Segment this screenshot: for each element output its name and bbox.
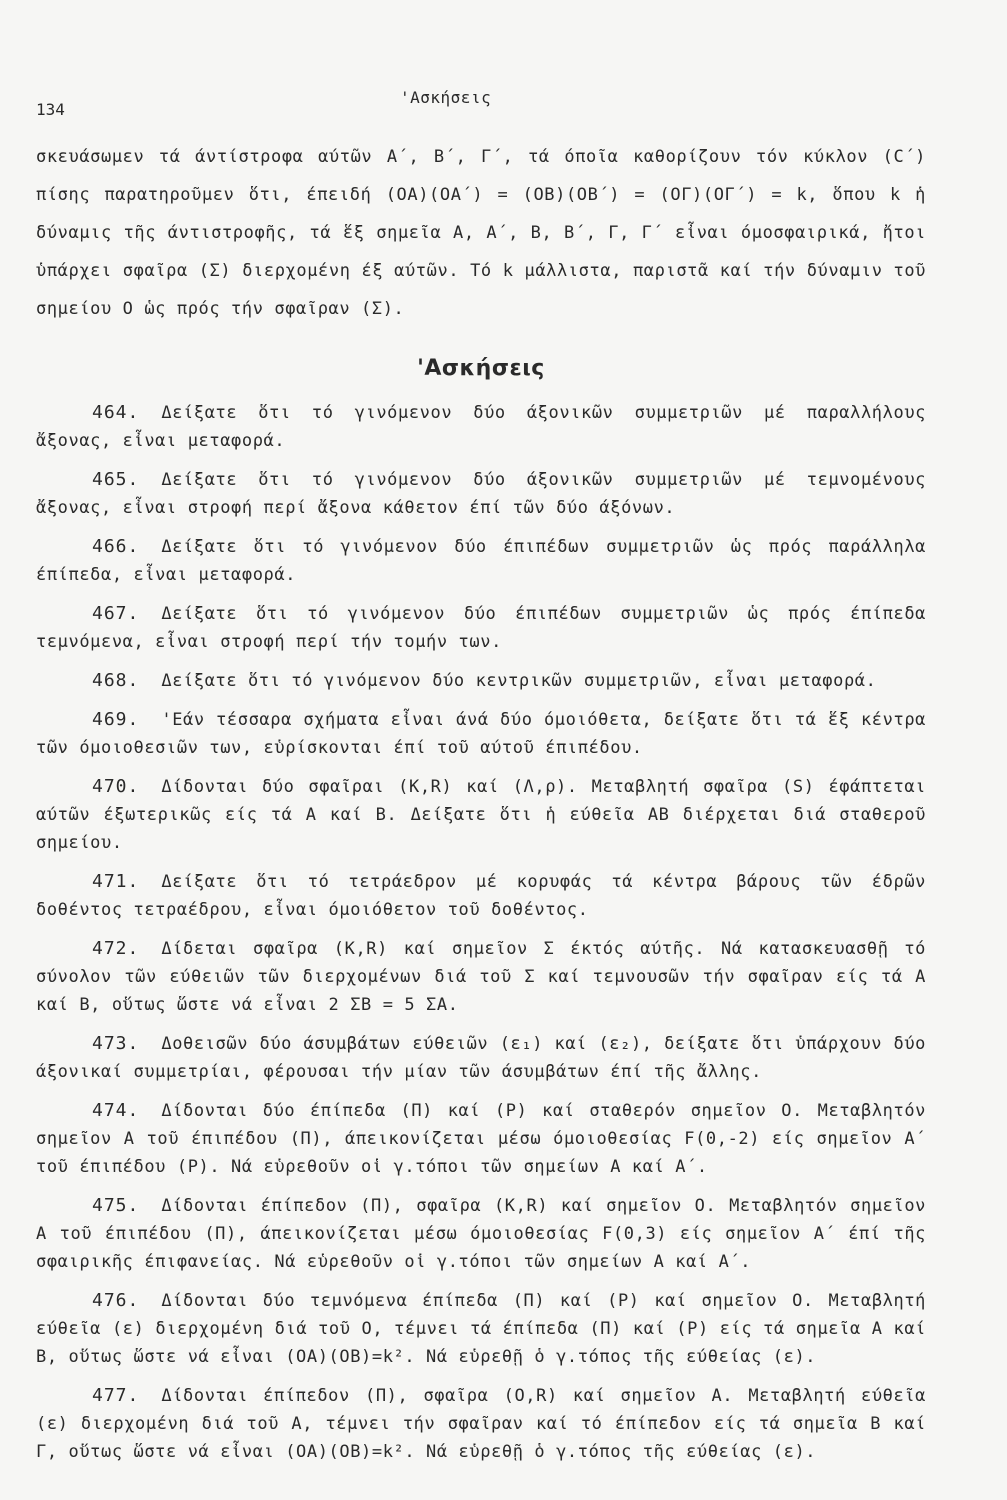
book-page bbox=[36, 86, 926, 1477]
exercise-number: 464. bbox=[92, 402, 140, 423]
exercise-text: Δείξατε ὅτι τό γινόμενον δύο άξονικῶν συμμετριῶν μέ παραλλήλους ἄξονας, εἶναι μεταφορά. bbox=[36, 403, 926, 451]
exercise-item bbox=[36, 1382, 926, 1466]
exercise-text: Δίδονται έπίπεδον (Π), σφαῖρα (Ο,R) καί σημεῖον Α. Μεταβλητή εύθεῖα (ε) διερχομένη διά τοῦ Α, τέμνει τήν σφαῖραν καί τό έπίπεδον είς τά σημεῖα Β καί Γ, οὕτως ὥστε νά εἶναι (ΟΑ)(ΟΒ)=k². Νά εὑρεθῇ ὁ γ.τόπος τῆς εύθείας (ε). bbox=[36, 1386, 926, 1462]
exercise-number: 465. bbox=[92, 469, 140, 490]
exercise-number: 476. bbox=[92, 1290, 140, 1311]
exercise-text: Δίδεται σφαῖρα (Κ,R) καί σημεῖον Σ έκτός αύτῆς. Νά κατασκευασθῇ τό σύνολον τῶν εύθειῶν τῶν διερχομένων διά τοῦ Σ καί τεμνουσῶν τήν σφαῖραν είς τά Α καί Β, οὕτως ὥστε νά εἶναι 2 ΣΒ = 5 ΣΑ. bbox=[36, 939, 926, 1015]
page-number: 134 bbox=[36, 100, 65, 119]
exercise-text: 'Εάν τέσσαρα σχήματα εἶναι άνά δύο όμοιόθετα, δείξατε ὅτι τά ἕξ κέντρα τῶν όμοιοθεσιῶν των, εὑρίσκονται έπί τοῦ αύτοῦ έπιπέδου. bbox=[36, 710, 926, 758]
exercise-text: Δείξατε ὅτι τό γινόμενον δύο κεντρικῶν συμμετριῶν, εἶναι μεταφορά. bbox=[161, 671, 877, 691]
exercise-item bbox=[36, 773, 926, 857]
exercise-number: 477. bbox=[92, 1385, 140, 1406]
exercise-item bbox=[36, 1192, 926, 1276]
exercise-item bbox=[36, 1287, 926, 1371]
exercise-number: 475. bbox=[92, 1195, 140, 1216]
exercise-item bbox=[36, 466, 926, 522]
exercise-item bbox=[36, 399, 926, 455]
exercise-text: Δοθεισῶν δύο άσυμβάτων εύθειῶν (ε₁) καί (ε₂), δείξατε ὅτι ὑπάρχουν δύο άξονικαί συμμετρίαι, φέρουσαι τήν μίαν τῶν άσυμβάτων έπί τῆς ἄλλης. bbox=[36, 1034, 926, 1082]
exercise-number: 473. bbox=[92, 1033, 140, 1054]
exercise-text: Δίδονται δύο σφαῖραι (Κ,R) καί (Λ,ρ). Μεταβλητή σφαῖρα (S) έφάπτεται αύτῶν έξωτερικῶς είς τά Α καί Β. Δείξατε ὅτι ἡ εύθεῖα ΑΒ διέρχεται διά σταθεροῦ σημείου. bbox=[36, 777, 926, 853]
exercise-text: Δίδονται δύο έπίπεδα (Π) καί (Ρ) καί σταθερόν σημεῖον Ο. Μεταβλητόν σημεῖον Α τοῦ έπιπέδου (Π), άπεικονίζεται μέσω όμοιοθεσίας F(0,-2) είς σημεῖον Α΄ τοῦ έπιπέδου (Ρ). Νά εὑρεθοῦν οἱ γ.τόποι τῶν σημείων Α καί Α΄. bbox=[36, 1101, 926, 1177]
exercise-item bbox=[36, 1030, 926, 1086]
exercise-text: Δείξατε ὅτι τό τετράεδρον μέ κορυφάς τά κέντρα βάρους τῶν έδρῶν δοθέντος τετραέδρου, εἶναι όμοιόθετον τοῦ δοθέντος. bbox=[36, 872, 926, 920]
exercise-number: 472. bbox=[92, 938, 140, 959]
exercise-item bbox=[36, 935, 926, 1019]
exercise-item bbox=[36, 667, 926, 695]
exercise-number: 474. bbox=[92, 1100, 140, 1121]
exercise-number: 470. bbox=[92, 776, 140, 797]
running-title: 'Ασκήσεις bbox=[400, 88, 492, 107]
exercise-text: Δείξατε ὅτι τό γινόμενον δύο έπιπέδων συμμετριῶν ὡς πρός έπίπεδα τεμνόμενα, εἶναι στροφή περί τήν τομήν των. bbox=[36, 604, 926, 652]
exercise-text: Δίδονται έπίπεδον (Π), σφαῖρα (Κ,R) καί σημεῖον Ο. Μεταβλητόν σημεῖον Α τοῦ έπιπέδου (Π), άπεικονίζεται μέσω όμοιοθεσίας F(0,3) είς σημεῖον Α΄ έπί τῆς σφαιρικῆς έπιφανείας. Νά εὑρεθοῦν οἱ γ.τόποι τῶν σημείων Α καί Α΄. bbox=[36, 1196, 926, 1272]
exercise-number: 469. bbox=[92, 709, 140, 730]
exercise-item bbox=[36, 706, 926, 762]
section-heading: 'Ασκήσεις bbox=[417, 356, 545, 381]
exercise-number: 466. bbox=[92, 536, 140, 557]
exercise-number: 467. bbox=[92, 603, 140, 624]
intro-paragraph: σκευάσωμεν τά άντίστροφα αύτῶν Α΄, Β΄, Γ΄, τά όποῖα καθορίζουν τόν κύκλον (C΄) πίσης παρατηροῦμεν ὅτι, έπειδή (ΟΑ)(ΟΑ΄) = (ΟΒ)(ΟΒ΄) = (ΟΓ)(ΟΓ΄) = k, ὅπου k ἡ δύναμις τῆς άντιστροφῆς, τά ἕξ σημεῖα Α, Α΄, Β, Β΄, Γ, Γ΄ εἶναι όμοσφαιρικά, ἤτοι ὑπάρχει σφαῖρα (Σ) διερχομένη έξ αύτῶν. Τό k μάλλιστα, παριστᾶ καί τήν δύναμιν τοῦ σημείου Ο ὡς πρός τήν σφαῖραν (Σ). bbox=[36, 147, 926, 319]
exercise-number: 471. bbox=[92, 871, 140, 892]
exercise-item bbox=[36, 868, 926, 924]
exercise-item bbox=[36, 533, 926, 589]
exercise-text: Δίδονται δύο τεμνόμενα έπίπεδα (Π) καί (Ρ) καί σημεῖον Ο. Μεταβλητή εύθεῖα (ε) διερχομένη διά τοῦ Ο, τέμνει τά έπίπεδα (Π) καί (Ρ) είς τά σημεῖα Α καί Β, οὕτως ὥστε νά εἶναι (ΟΑ)(ΟΒ)=k². Νά εὑρεθῇ ὁ γ.τόπος τῆς εύθείας (ε). bbox=[36, 1291, 926, 1367]
exercise-number: 468. bbox=[92, 670, 140, 691]
exercise-text: Δείξατε ὅτι τό γινόμενον δύο άξονικῶν συμμετριῶν μέ τεμνομένους ἄξονας, εἶναι στροφή περί ἄξονα κάθετον έπί τῶν δύο άξόνων. bbox=[36, 470, 926, 518]
exercise-item bbox=[36, 600, 926, 656]
exercise-text: Δείξατε ὅτι τό γινόμενον δύο έπιπέδων συμμετριῶν ὡς πρός παράλληλα έπίπεδα, εἶναι μεταφορά. bbox=[36, 537, 926, 585]
page-header bbox=[36, 86, 926, 122]
exercise-item bbox=[36, 1097, 926, 1181]
